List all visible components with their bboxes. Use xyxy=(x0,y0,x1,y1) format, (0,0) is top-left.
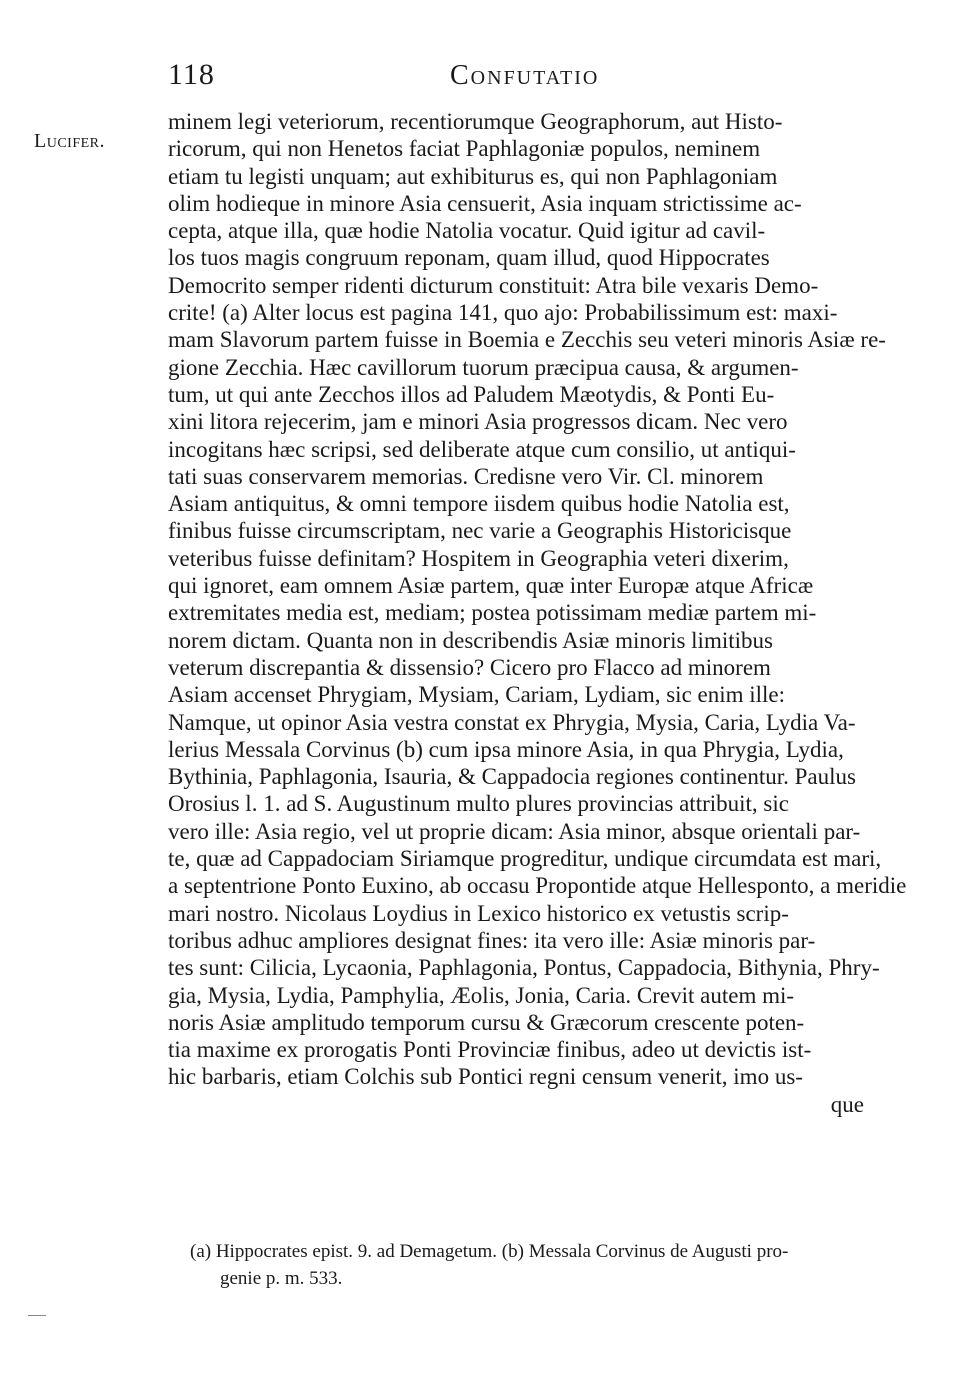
text-line: veterum discrepantia & dissensio? Cicero pro Flacco ad minorem xyxy=(168,654,771,680)
text-line: Namque, ut opinor Asia vestra constat ex Phrygia, Mysia, Caria, Lydia Va- xyxy=(168,709,856,735)
running-title: Confutatio xyxy=(450,60,600,91)
text-line: crite! (a) Alter locus est pagina 141, quo ajo: Probabilissimum est: maxi- xyxy=(168,300,838,326)
text-line: incogitans hæc scripsi, sed deliberate atque cum consilio, ut antiqui- xyxy=(168,436,796,462)
footnote-line: genie p. m. 533. xyxy=(220,1268,343,1289)
footnote-line: (a) Hippocrates epist. 9. ad Demagetum. (b) Messala Corvinus de Augusti pro- xyxy=(190,1241,789,1262)
text-line: Asiam antiquitus, & omni tempore iisdem quibus hodie Natolia est, xyxy=(168,491,790,517)
text-line: lerius Messala Corvinus (b) cum ipsa minore Asia, in qua Phrygia, Lydia, xyxy=(168,736,844,762)
text-line: vero ille: Asia regio, vel ut proprie dicam: Asia minor, absque orientali par- xyxy=(168,818,861,844)
text-line: mam Slavorum partem fuisse in Boemia e Zecchis seu veteri minoris Asiæ re- xyxy=(168,327,886,353)
text-line: ricorum, qui non Henetos faciat Paphlagoniæ populos, neminem xyxy=(168,136,761,162)
text-line: olim hodieque in minore Asia censuerit, Asia inquam strictissime ac- xyxy=(168,190,802,216)
catchword: que xyxy=(830,1091,864,1117)
text-line: los tuos magis congruum reponam, quam illud, quod Hippocrates xyxy=(168,245,770,271)
margin-note: Lucifer. xyxy=(34,130,106,152)
text-line: extremitates media est, mediam; postea potissimam mediæ partem mi- xyxy=(168,600,817,626)
text-line: tum, ut qui ante Zecchos illos ad Paludem Mæotydis, & Ponti Eu- xyxy=(168,381,775,407)
text-line: gia, Mysia, Lydia, Pamphylia, Æolis, Jonia, Caria. Crevit autem mi- xyxy=(168,982,795,1008)
text-line: qui ignoret, eam omnem Asiæ partem, quæ inter Europæ atque Africæ xyxy=(168,573,814,599)
text-line: toribus adhuc ampliores designat fines: ita vero ille: Asiæ minoris par- xyxy=(168,927,816,953)
edge-mark xyxy=(28,1315,46,1316)
text-line: tia maxime ex prorogatis Ponti Provinciæ finibus, adeo ut devictis ist- xyxy=(168,1037,812,1063)
text-line: tes sunt: Cilicia, Lycaonia, Paphlagonia, Pontus, Cappadocia, Bithynia, Phry- xyxy=(168,955,880,981)
text-line: noris Asiæ amplitudo temporum cursu & Græcorum crescente poten- xyxy=(168,1009,805,1035)
text-line: Bythinia, Paphlagonia, Isauria, & Cappadocia regiones continentur. Paulus xyxy=(168,764,856,790)
text-line: minem legi veteriorum, recentiorumque Geographorum, aut Histo- xyxy=(168,109,783,134)
footnotes xyxy=(190,1238,894,1292)
text-line: Asiam accenset Phrygiam, Mysiam, Cariam, Lydiam, sic enim ille: xyxy=(168,682,786,708)
text-line: a septentrione Ponto Euxino, ab occasu Propontide atque Hellesponto, a meridie xyxy=(168,873,907,899)
text-line: etiam tu legisti unquam; aut exhibiturus es, qui non Paphlagoniam xyxy=(168,163,778,189)
text-line: Orosius l. 1. ad S. Augustinum multo plures provincias attribuit, sic xyxy=(168,791,789,817)
text-line: norem dictam. Quanta non in describendis Asiæ minoris limitibus xyxy=(168,627,773,653)
text-line: mari nostro. Nicolaus Loydius in Lexico historico ex vetustis scrip- xyxy=(168,900,789,926)
text-line: cepta, atque illa, quæ hodie Natolia vocatur. Quid igitur ad cavil- xyxy=(168,218,766,244)
text-line: tati suas conservarem memorias. Credisne vero Vir. Cl. minorem xyxy=(168,463,764,489)
text-line: gione Zecchia. Hæc cavillorum tuorum præcipua causa, & argumen- xyxy=(168,354,799,380)
text-line: xini litora rejecerim, jam e minori Asia progressos dicam. Nec vero xyxy=(168,409,788,435)
text-line: Democrito semper ridenti dicturum constituit: Atra bile vexaris Demo- xyxy=(168,272,819,298)
text-line: hic barbaris, etiam Colchis sub Pontici regni censum venerit, imo us- xyxy=(168,1064,803,1090)
text-line: te, quæ ad Cappadociam Siriamque progreditur, undique circumdata est mari, xyxy=(168,846,882,872)
page-number: 118 xyxy=(168,58,215,91)
text-line: finibus fuisse circumscriptam, nec varie a Geographis Historicisque xyxy=(168,518,792,544)
body-text xyxy=(168,108,907,1118)
text-line: veteribus fuisse definitam? Hospitem in Geographia veteri dixerim, xyxy=(168,545,789,571)
